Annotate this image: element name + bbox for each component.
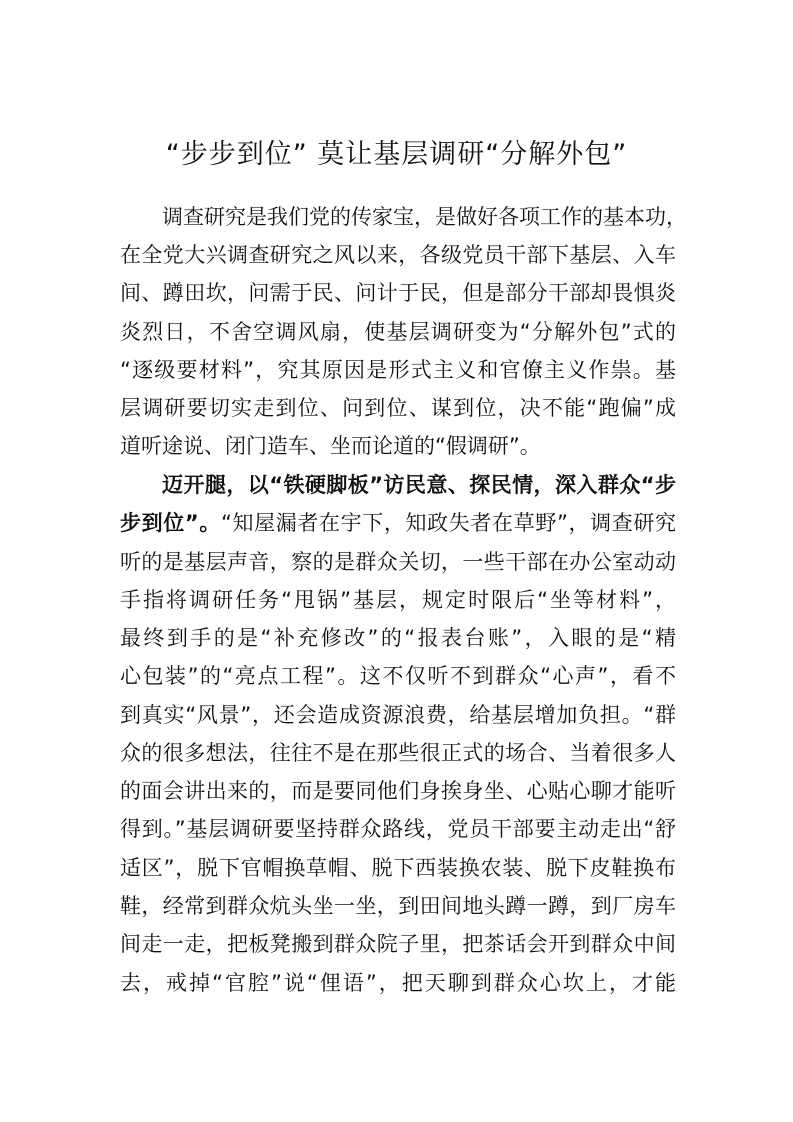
text-line: 调查研究是我们党的传家宝，是做好各项工作的基本功， [162,205,687,229]
text-line: 最终到手的是“补充修改”的“报表台账”，入眼的是“精 [120,626,676,650]
text-line: 适区”，脱下官帽换草帽、脱下西装换农装、脱下皮鞋换布 [120,856,676,880]
text-line: 在全党大兴调查研究之风以来，各级党员干部下基层、入车 [120,243,676,267]
text-line: 层调研要切实走到位、问到位、谋到位，决不能“跑偏”成 [120,396,676,420]
text-line: 间走一走，把板凳搬到群众院子里，把茶话会开到群众中间 [120,932,676,956]
text-line: 去，戒掉“官腔”说“俚语”，把天聊到群众心坎上，才能 [120,971,676,995]
paragraph-heading-end: 步到位”。 [120,511,221,535]
text-line-rest: “知屋漏者在宇下，知政失者在草野”，调查研究 [220,511,676,535]
text-line: “逐级要材料”，究其原因是形式主义和官僚主义作祟。基 [120,358,676,382]
text-line: 间、蹲田坎，问需于民、问计于民，但是部分干部却畏惧炎 [120,281,676,305]
text-line: 鞋，经常到群众炕头坐一坐，到田间地头蹲一蹲，到厂房车 [120,894,676,918]
article-title: “步步到位” 莫让基层调研“分解外包” [165,139,628,170]
text-line: 听的是基层声音，察的是群众关切，一些干部在办公室动动 [120,550,676,574]
paragraph-heading: 迈开腿，以“铁硬脚板”访民意、探民情，深入群众“步 [162,473,676,497]
text-line: 道听途说、闭门造车、坐而论道的“假调研”。 [120,434,541,458]
text-line: 手指将调研任务“甩锅”基层，规定时限后“坐等材料”， [120,588,676,612]
text-line [120,510,676,536]
text-line: 众的很多想法，往往不是在那些很正式的场合、当着很多人 [120,741,676,765]
text-line: 得到。”基层调研要坚持群众路线，党员干部要主动走出“舒 [120,817,676,841]
text-line: 炎烈日，不舍空调风扇，使基层调研变为“分解外包”式的 [120,320,676,344]
text-line: 到真实“风景”，还会造成资源浪费，给基层增加负担。“群 [120,703,676,727]
text-line: 的面会讲出来的，而是要同他们身挨身坐、心贴心聊才能听 [120,779,676,803]
text-line: 心包装”的“亮点工程”。这不仅听不到群众“心声”，看不 [120,664,676,688]
